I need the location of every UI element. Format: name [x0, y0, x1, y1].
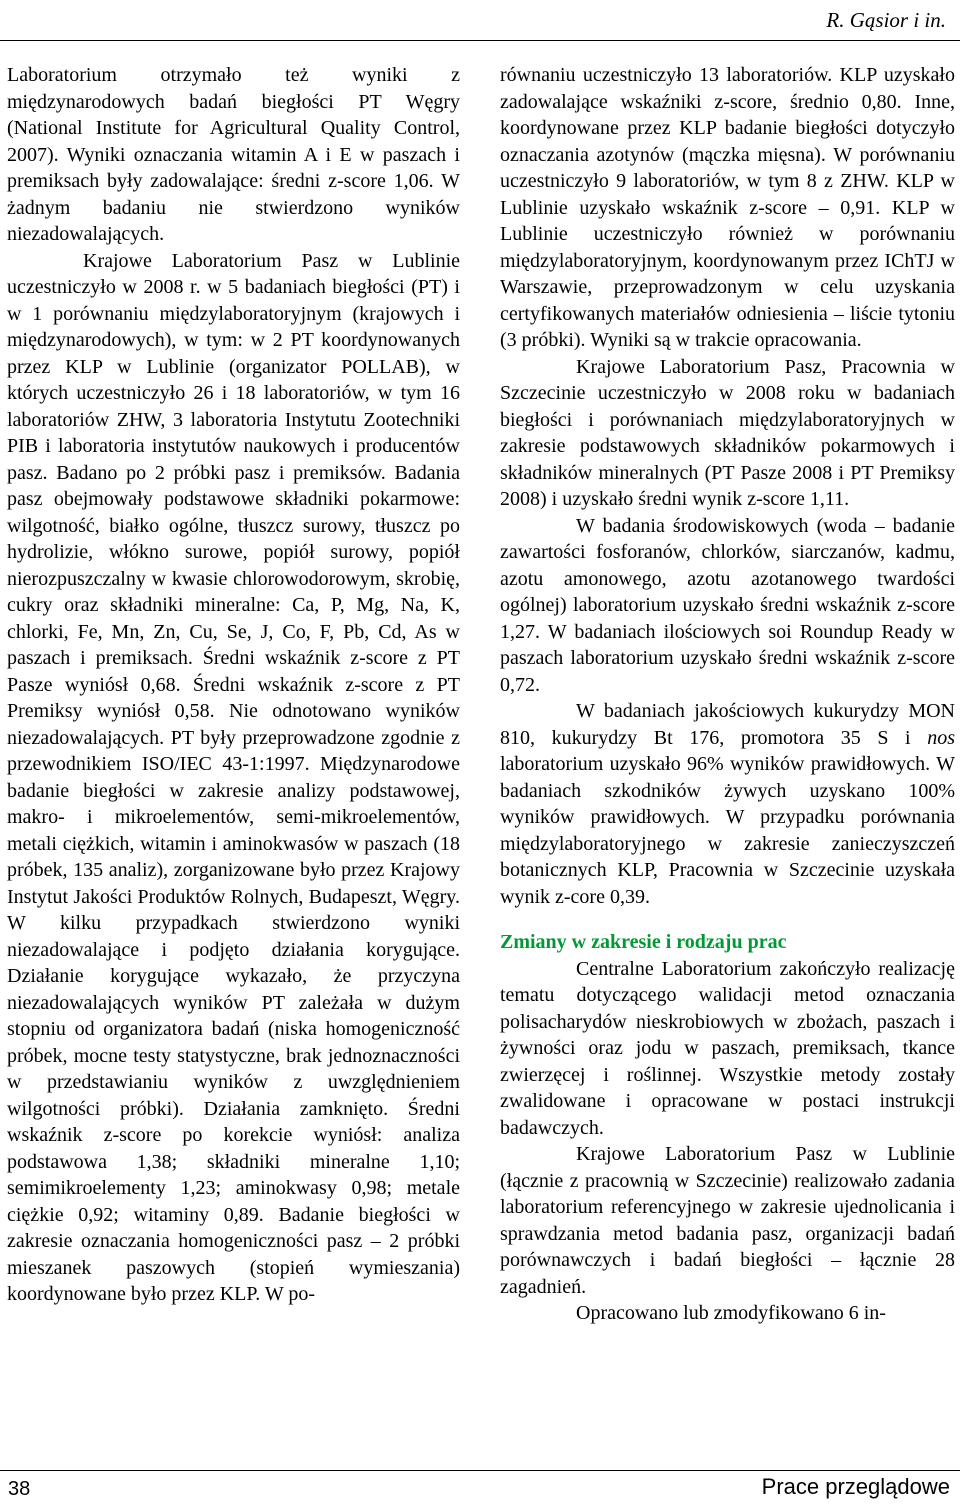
paragraph-central-lab: Centralne Laboratorium zakończyło realizację tematu dotyczącego walidacji metod oznaczania polisacharydów nieskrobiowych w zbożach, paszach i żywności oraz jodu w paszach, premiksach, tkance zwierzęcej i roślinnej. Wszystkie metody zostały zwalidowane i opracowane w postaci instrukcji badawczych.	[500, 957, 955, 1139]
gmo-text-part1: W badaniach jakościowych kukurydzy MON 810, kukurydzy Bt 176, promotora 35 S i	[500, 700, 955, 749]
journal-section-label: Prace przeglądowe	[761, 1474, 950, 1499]
paragraph-environmental-tests: W badania środowiskowych (woda – badanie zawartości fosforanów, chlorków, siarczanów, kadmu, azotu amonowego, azotu azotanowego twardości ogólnej) laboratorium uzyskało średni wskaźnik z-score 1,27. W badaniach ilościowych soi Roundup Ready w paszach laboratorium uzyskało średni wskaźnik z-score 0,72.	[500, 514, 955, 696]
paragraph-gmo-tests	[500, 698, 955, 910]
paragraph-klp-lublin: Krajowe Laboratorium Pasz w Lublinie uczestniczyło w 2008 r. w 5 badaniach biegłości (PT) i w 1 porównaniu międzylaboratoryjnym (krajowych i międzynarodowych), w tym: w 2 PT koordynowanych przez KLP w Lublinie (organizator POLLAB), w których uczestniczyło 26 i 18 laboratoriów, w tym 16 laboratoriów ZHW, 3 laboratoria Instytutu Zootechniki PIB i laboratoria instytutów naukowych i producentów pasz. Badano po 2 próbki pasz i premiksów. Badania pasz obejmowały podstawowe składniki pokarmowe: wilgotność, białko ogólne, tłuszcz surowy, tłuszcz po hydrolizie, włókno surowe, popiół surowy, popiół nierozpuszczalny w kwasie chlorowodorowym, skrobię, cukry oraz składniki mineralne: Ca, P, Mg, Na, K, chlorki, Fe, Mn, Zn, Cu, Se, J, Co, F, Pb, Cd, As w paszach i premiksach. Średni wskaźnik z-score z PT Pasze wyniósł 0,68. Średni wskaźnik z-score z PT Premiksy wyniósł 0,58. Nie odnotowano wyników niezadowalających. PT były przeprowadzone zgodnie z przewodnikiem ISO/IEC 43-1:1997. Międzynarodowe badanie biegłości w zakresie analizy podstawowej, makro- i mikroelementów, semi-mikroelementów, metali ciężkich, witamin i aminokwasów w paszach (18 próbek, 135 analiz), zorganizowane było przez Krajowy Instytut Jakości Produktów Rolnych, Budapeszt, Węgry. W kilku przypadkach stwierdzono wyniki niezadowalające i podjęto działania korygujące. Działanie korygujące wykazało, że przyczyna niezadowalających wyników PT zależała w dużym stopniu od organizatora badań (niska homogeniczność próbek, mocne testy statystyczne, brak jednoznaczności w przedstawianiu wyników z uwzględnieniem wilgotności próbki). Działania zamknięto. Średni wskaźnik z-score po korekcie wyniósł: analiza podstawowa 1,38; składniki mineralne 1,10; semimikroelementy 1,23; aminokwasy 0,98; metale ciężkie 0,92; witaminy 0,89. Badanie biegłości w zakresie oznaczania homogeniczności pasz – 2 próbki mieszanek paszowych (stopień wymieszania) koordynowane było przez KLP. W po-	[7, 249, 460, 1305]
paragraph-methods: Opracowano lub zmodyfikowano 6 in-	[576, 1302, 886, 1324]
left-column	[7, 62, 460, 1308]
gmo-text-part2: laboratorium uzyskało 96% wyników prawidłowych. W badaniach szkodników żywych uzyskano 100% wyników prawidłowych. W przypadku porównania międzylaboratoryjnego w zakresie zanieczyszczeń botanicznych KLP, Pracownia w Szczecinie uzyskała wynik z-core 0,39.	[500, 753, 955, 908]
right-column	[500, 62, 955, 1327]
paragraph-comparison-continued: równaniu uczestniczyło 13 laboratoriów. KLP uzyskało zadowalające wskaźniki z-score, średnio 0,80. Inne, koordynowane przez KLP badanie biegłości dotyczyło oznaczania azotynów (mączka mięsna). W porównaniu uczestniczyło 9 laboratoriów, w tym 8 z ZHW. KLP w Lublinie uzyskało wskaźnik z-score – 0,91. KLP w Lublinie uczestniczyło również w porównaniu międzylaboratoryjnym, koordynowanym przez IChTJ w Warszawie, przeprowadzonym w celu uzyskania certyfikowanych materiałów odniesienia – liście tytoniu (3 próbki). Wyniki są w trakcie opracowania.	[500, 64, 955, 351]
header-divider	[0, 40, 960, 41]
running-header-author: R. Gąsior i in.	[826, 8, 946, 32]
paragraph-reference-lab: Krajowe Laboratorium Pasz w Lublinie (łącznie z pracownią w Szczecinie) realizowało zadania laboratorium referencyjnego w zakresie ujednolicania i sprawdzania metod badania pasz, organizacji badań porównawczych i badań biegłości – łącznie 28 zagadnień.	[500, 1143, 955, 1298]
paragraph-pt-hungary: Laboratorium otrzymało też wyniki z międzynarodowych badań biegłości PT Węgry (National Institute for Agricultural Quality Control, 2007). Wyniki oznaczania witamin A i E w paszach i premiksach były zadowalające: średni z-score 1,06. W żadnym badaniu nie stwierdzono wyników niezadowalających.	[7, 64, 460, 245]
gmo-text-italic: nos	[927, 726, 955, 749]
section-heading: Zmiany w zakresie i rodzaju prac	[500, 931, 787, 953]
page-number: 38	[8, 1478, 31, 1500]
footer-divider	[0, 1470, 960, 1471]
paragraph-klp-szczecin: Krajowe Laboratorium Pasz, Pracownia w Szczecinie uczestniczyło w 2008 roku w badaniach biegłości i porównaniach międzylaboratoryjnych w zakresie podstawowych składników pokarmowych i składników mineralnych (PT Pasze 2008 i PT Premiksy 2008) i uzyskało średni wynik z-score 1,11.	[500, 355, 955, 510]
